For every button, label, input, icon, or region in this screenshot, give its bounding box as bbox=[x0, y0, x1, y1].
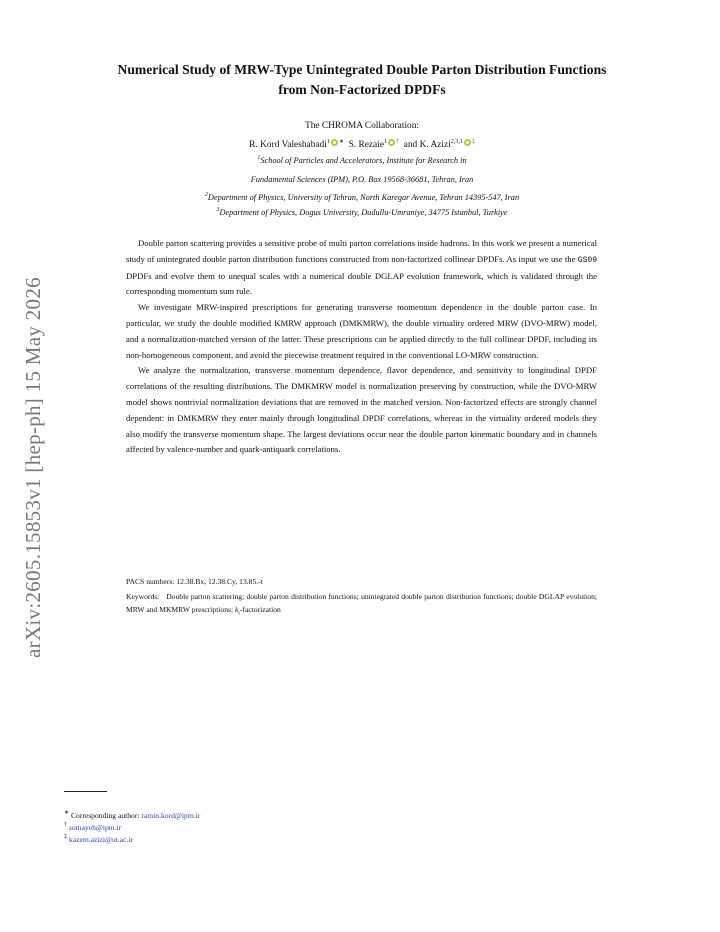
affiliation-text: School of Particles and Accelerators, Institute for Research in bbox=[260, 156, 467, 165]
footnote-mark: ‡ bbox=[64, 834, 67, 840]
abstract bbox=[126, 236, 597, 458]
affiliation-number: 3 bbox=[216, 207, 220, 213]
affiliation-number: 2 bbox=[204, 192, 208, 198]
orcid-icon[interactable] bbox=[331, 139, 338, 146]
author-name: S. Rezaie bbox=[348, 140, 384, 150]
email-link[interactable]: somayeh@ipm.ir bbox=[68, 823, 122, 832]
email-link[interactable]: kazem.azizi@ut.ac.ir bbox=[68, 835, 134, 844]
author-list bbox=[60, 139, 664, 150]
author-affiliation: 1 bbox=[383, 139, 387, 145]
affiliation-number: 1 bbox=[257, 155, 261, 161]
author-name: K. Azizi bbox=[419, 140, 451, 150]
affiliation-3 bbox=[60, 208, 664, 217]
author-affiliation: 2,3,1 bbox=[450, 139, 463, 145]
arxiv-stamp-text: arXiv:2605.15853v1 [hep-ph] 15 May 2026 bbox=[20, 276, 45, 658]
orcid-icon[interactable] bbox=[388, 139, 395, 146]
footnote-rule bbox=[64, 791, 107, 792]
footnote-mark[interactable]: ‡ bbox=[471, 139, 475, 145]
collaboration: The CHROMA Collaboration: bbox=[304, 121, 420, 131]
footnote-mark[interactable]: † bbox=[395, 139, 399, 145]
footnote-mark[interactable]: ∗ bbox=[338, 139, 344, 145]
footnote-1 bbox=[64, 811, 200, 820]
keywords bbox=[126, 591, 597, 620]
affiliation-2 bbox=[60, 193, 664, 202]
kt-symbol: k bbox=[235, 604, 239, 614]
author-affiliation: 1 bbox=[326, 139, 330, 145]
orcid-icon[interactable] bbox=[464, 139, 471, 146]
paper-title bbox=[60, 60, 664, 100]
title-line-2: from Non-Factorized DPDFs bbox=[278, 82, 446, 97]
affiliation-text: Fundamental Sciences (IPM), P.O. Box 19568-36681, Tehran, Iran bbox=[250, 175, 474, 184]
arxiv-stamp bbox=[20, 252, 46, 682]
footnote-2 bbox=[64, 823, 121, 832]
affiliation-1-cont bbox=[60, 175, 664, 184]
and-word: and bbox=[403, 140, 418, 150]
affiliation-1 bbox=[60, 156, 664, 165]
affiliation-text: Department of Physics, Dogus University, Dudullu-Umraniye, 34775 Istanbul, Turkiye bbox=[219, 208, 508, 217]
footnote-label: Corresponding author: bbox=[70, 811, 142, 820]
keywords-tail: -factorization bbox=[239, 604, 281, 614]
abstract-text: DPDFs and evolve them to unequal scales with a numerical double DGLAP evolution framework, which is validated through the corresponding momentum sum rule. bbox=[126, 270, 597, 297]
title-line-1: Numerical Study of MRW-Type Unintegrated Double Parton Distribution Functions bbox=[117, 62, 607, 77]
abstract-text: Double parton scattering provides a sensitive probe of multi parton correlations inside hadrons. In this work we present a numerical study of unintegrated double parton distribution functions constructed from non-factorized collinear DPDFs. As input we use the bbox=[126, 238, 597, 264]
dataset-code: GS09 bbox=[577, 255, 597, 265]
abstract-paragraph-2: We investigate MRW-inspired prescriptions for generating transverse momentum dependence in the double parton case. In particular, we study the double modified KMRW approach (DMKMRW), the double virtuality ordered MRW (DVO-MRW) model, and a normalization-matched version of the latter. These prescriptions can be applied directly to the full collinear DPDF, including its non-homogeneous component, and avoid the piecewise treatment required in the conventional LO-MRW construction. bbox=[126, 302, 597, 360]
footnote-3 bbox=[64, 835, 133, 844]
abstract-paragraph-1 bbox=[126, 236, 597, 300]
pacs-numbers: PACS numbers: 12.38.Bx, 12.38.Cy, 13.85.-t bbox=[126, 577, 263, 586]
footnote-mark: † bbox=[64, 822, 67, 828]
keywords-label: Keywords: bbox=[126, 592, 160, 601]
footnote-mark: ∗ bbox=[64, 810, 70, 816]
abstract-paragraph-3: We analyze the normalization, transverse momentum dependence, flavor dependence, and sensitivity to longitudinal DPDF correlations of the resulting distributions. The DMKMRW model is normalization preserving by construction, while the DVO-MRW model shows nontrivial normalization deviations that are removed in the matched version. Non-factorized effects are strongly channel dependent: in DMKMRW they enter mainly through longitudinal DPDF correlations, whereas in the virtuality ordered models they also modify the transverse momentum shape. The largest deviations occur near the double parton kinematic boundary and in channels affected by valence-number and quark-antiquark correlations. bbox=[126, 365, 597, 455]
keywords-text: Double parton scattering; double parton distribution functions; unintegrated double parton distribution functions; double DGLAP evolution; MRW and MKMRW prescriptions; bbox=[126, 592, 597, 614]
affiliation-text: Department of Physics, University of Tehran, North Karegar Avenue, Tehran 14395-547, Iran bbox=[207, 193, 520, 202]
kt-subscript: t bbox=[238, 610, 240, 617]
email-link[interactable]: ramin.kord@ipm.ir bbox=[141, 811, 201, 820]
author-name: R. Kord Valeshabadi bbox=[249, 140, 327, 150]
